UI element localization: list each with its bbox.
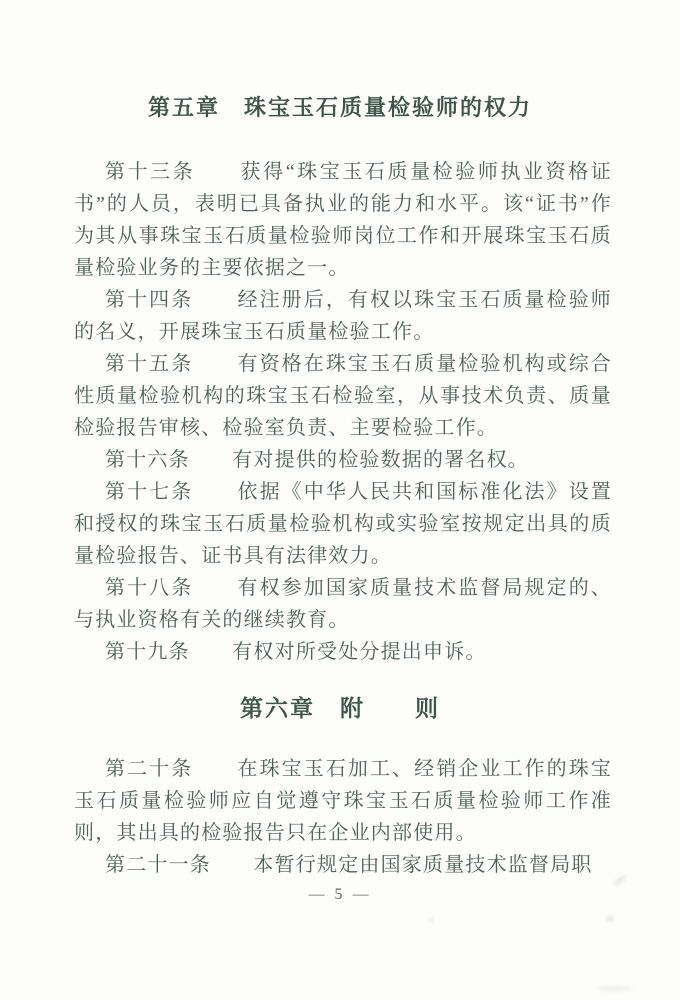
article-15-paragraph: 第十五条 有资格在珠宝玉石质量检验机构或综合性质量检验机构的珠宝玉石检验室，从事技术负责、质量检验报告审核、检验室负责、主要检验工作。 xyxy=(74,353,612,439)
article-18-paragraph: 第十八条 有权参加国家质量技术监督局规定的、与执业资格有关的继续教育。 xyxy=(74,577,612,631)
scan-artifact xyxy=(598,986,632,991)
chapter-five-heading: 第五章 珠宝玉石质量检验师的权力 xyxy=(147,96,532,121)
article-21-paragraph: 第二十一条 本暂行规定由国家质量技术监督局职 xyxy=(105,854,593,876)
article-13-paragraph: 第十三条 获得“珠宝玉石质量检验师执业资格证书”的人员，表明已具备执业的能力和水平。该“证书”作为其从事珠宝玉石质量检验师岗位工作和开展珠宝玉石质量检验业务的主要依据之一。 xyxy=(74,161,612,279)
chapter-six-heading: 第六章 附 则 xyxy=(240,696,440,722)
article-19-paragraph: 第十九条 有权对所受处分提出申诉。 xyxy=(105,641,487,663)
article-14-paragraph: 第十四条 经注册后，有权以珠宝玉石质量检验师的名义，开展珠宝玉石质量检验工作。 xyxy=(74,289,612,343)
chapter-six-body xyxy=(74,753,612,881)
article-17-paragraph: 第十七条 依据《中华人民共和国标准化法》设置和授权的珠宝玉石质量检验机构或实验室按规定出具的质量检验报告、证书具有法律效力。 xyxy=(74,481,612,567)
scan-artifact xyxy=(428,918,434,922)
chapter-five-body xyxy=(74,156,612,668)
article-20-paragraph: 第二十条 在珠宝玉石加工、经销企业工作的珠宝玉石质量检验师应自觉遵守珠宝玉石质量检验师工作准则，其出具的检验报告只在企业内部使用。 xyxy=(74,758,612,844)
article-16-paragraph: 第十六条 有对提供的检验数据的署名权。 xyxy=(105,449,529,471)
scan-artifact xyxy=(606,916,614,922)
page-number: — 5 — xyxy=(308,886,372,903)
